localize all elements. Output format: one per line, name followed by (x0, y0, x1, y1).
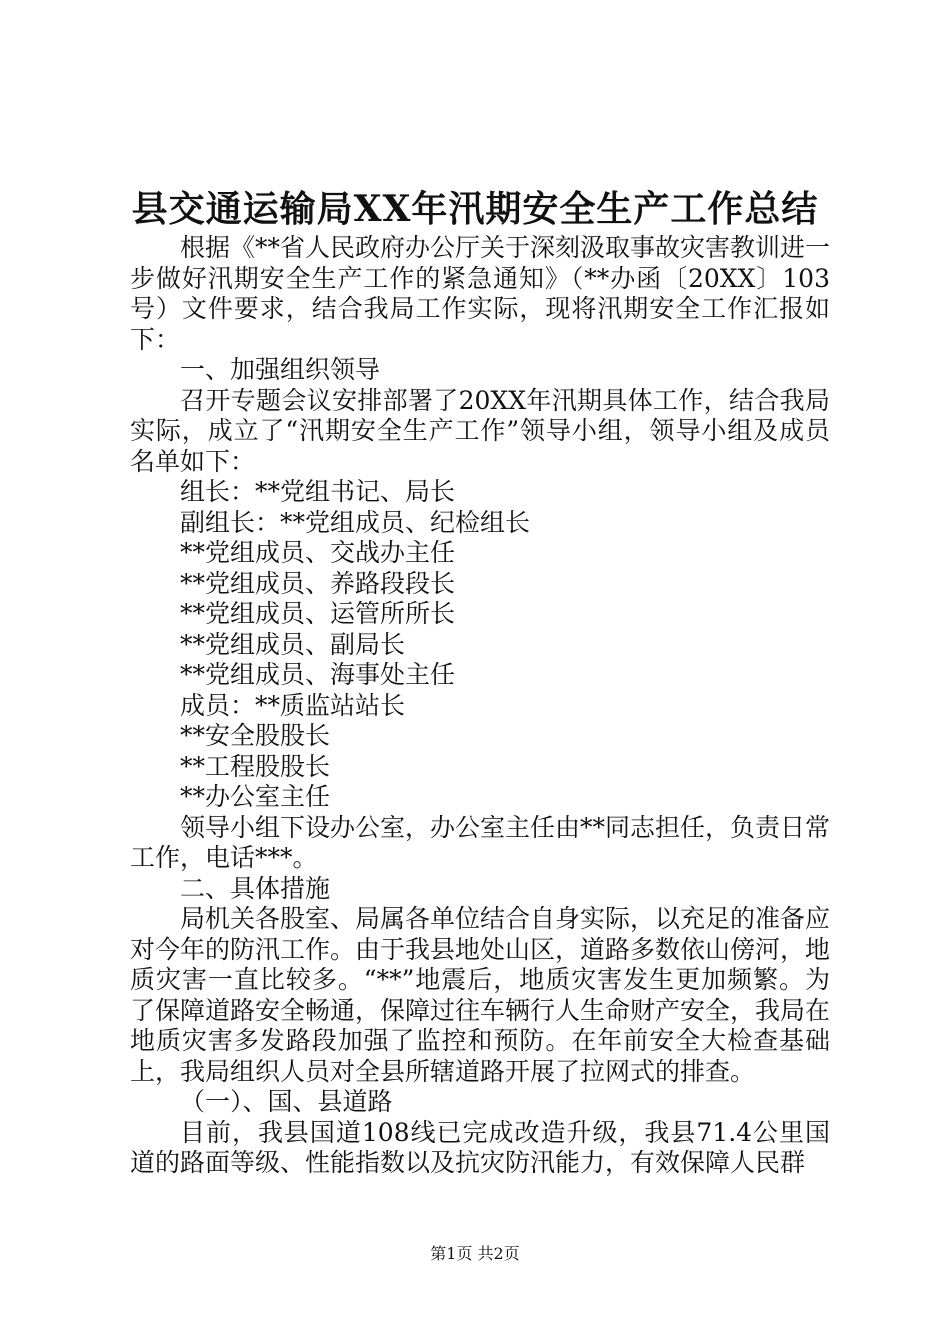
paragraph: 召开专题会议安排部署了20XX年汛期具体工作，结合我局实际，成立了“汛期安全生产工作”领导小组，领导小组及成员名单如下： (130, 385, 830, 476)
member-line: **党组成员、养路段段长 (180, 568, 456, 598)
member-line: 成员：**质监站站长 (180, 690, 406, 720)
member-line: **安全股股长 (180, 721, 331, 750)
paragraph: 领导小组下设办公室，办公室主任由**同志担任，负责日常工作，电话***。 (130, 812, 831, 872)
subsection-heading: （一）、国、县道路 (180, 1087, 393, 1116)
member-line: **工程股股长 (180, 751, 331, 781)
document-body (130, 233, 830, 1179)
member-line: 副组长：**党组成员、纪检组长 (180, 507, 531, 537)
section-heading-1: 一、加强组织领导 (180, 355, 381, 384)
paragraph-intro: 根据《**省人民政府办公厅关于深刻汲取事故灾害教训进一步做好汛期安全生产工作的紧急通知》（**办函〔20XX〕103号）文件要求，结合我局工作实际，现将汛期安全工作汇报如下： (130, 233, 831, 354)
member-line: 组长：**党组书记、局长 (180, 477, 456, 506)
member-line: **党组成员、副局长 (180, 629, 406, 659)
page-footer: 第1页 共2页 (430, 1244, 520, 1263)
member-line: **办公室主任 (180, 782, 331, 811)
member-line: **党组成员、交战办主任 (180, 538, 456, 567)
paragraph: 目前，我县国道108线已完成改造升级，我县71.4公里国道的路面等级、性能指数以及抗灾防汛能力，有效保障人民群 (130, 1117, 830, 1177)
member-line: **党组成员、海事处主任 (180, 660, 456, 689)
section-heading-2: 二、具体措施 (180, 873, 331, 903)
document-title: 县交通运输局XX年汛期安全生产工作总结 (131, 188, 819, 230)
paragraph: 局机关各股室、局属各单位结合自身实际，以充足的准备应对今年的防汛工作。由于我县地处山区，道路多数依山傍河，地质灾害一直比较多。“**”地震后，地质灾害发生更加频繁。为了保障道路安全畅通，保障过往车辆行人生命财产安全，我局在地质灾害多发路段加强了监控和预防。在年前安全大检查基础上，我局组织人员对全县所辖道路开展了拉网式的排查。 (130, 904, 831, 1086)
member-line: **党组成员、运管所所长 (180, 599, 456, 628)
